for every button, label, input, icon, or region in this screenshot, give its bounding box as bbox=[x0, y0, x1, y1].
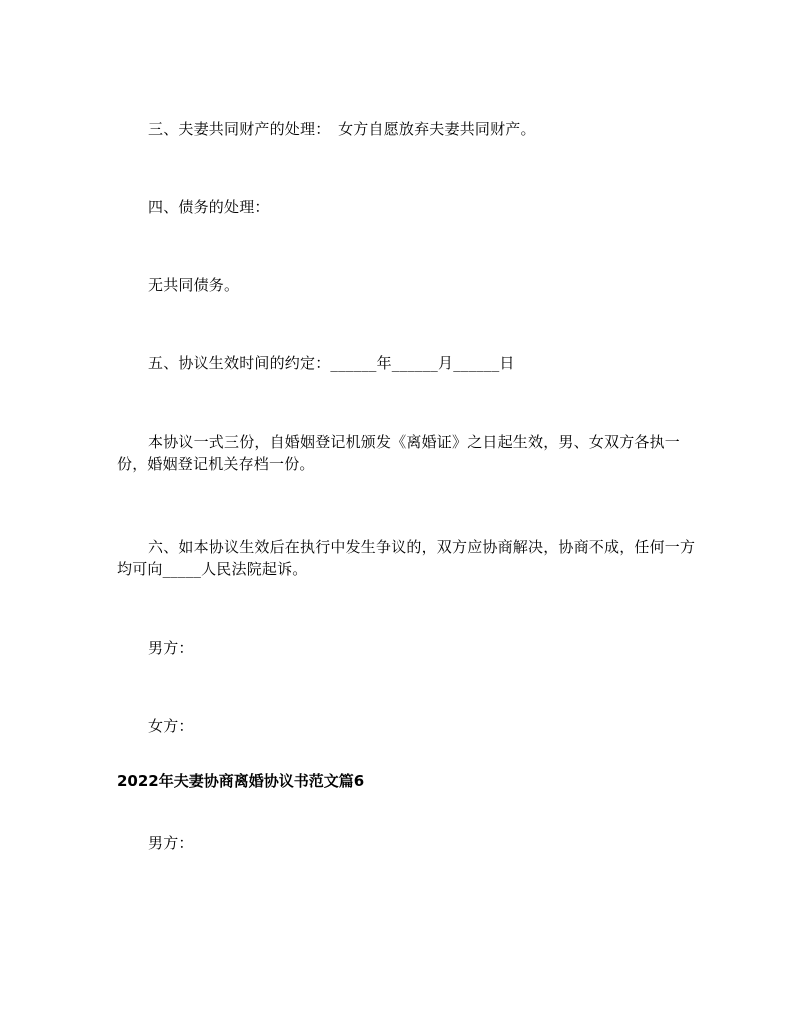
copies-paragraph: 本协议一式三份，自婚姻登记机颁发《离婚证》之日起生效，男、女双方各执一份，婚姻登记机关存档一份。 bbox=[117, 433, 681, 473]
section-six-paragraph: 六、如本协议生效后在执行中发生争议的，双方应协商解决，协商不成，任何一方均可向_____人民法院起诉。 bbox=[117, 538, 696, 578]
section-three-paragraph: 三、夫妻共同财产的处理： 女方自愿放弃夫妻共同财产。 bbox=[148, 120, 536, 138]
section-four-heading: 四、债务的处理： bbox=[148, 198, 270, 216]
male-party-label: 男方： bbox=[148, 639, 194, 657]
section-five-paragraph: 五、协议生效时间的约定：______年______月______日 bbox=[148, 354, 515, 372]
female-party-label: 女方： bbox=[148, 717, 194, 735]
male-party-label-2: 男方： bbox=[148, 834, 194, 852]
next-section-title: 2022年夫妻协商离婚协议书范文篇6 bbox=[117, 772, 365, 790]
no-debt-paragraph: 无共同债务。 bbox=[148, 276, 240, 294]
